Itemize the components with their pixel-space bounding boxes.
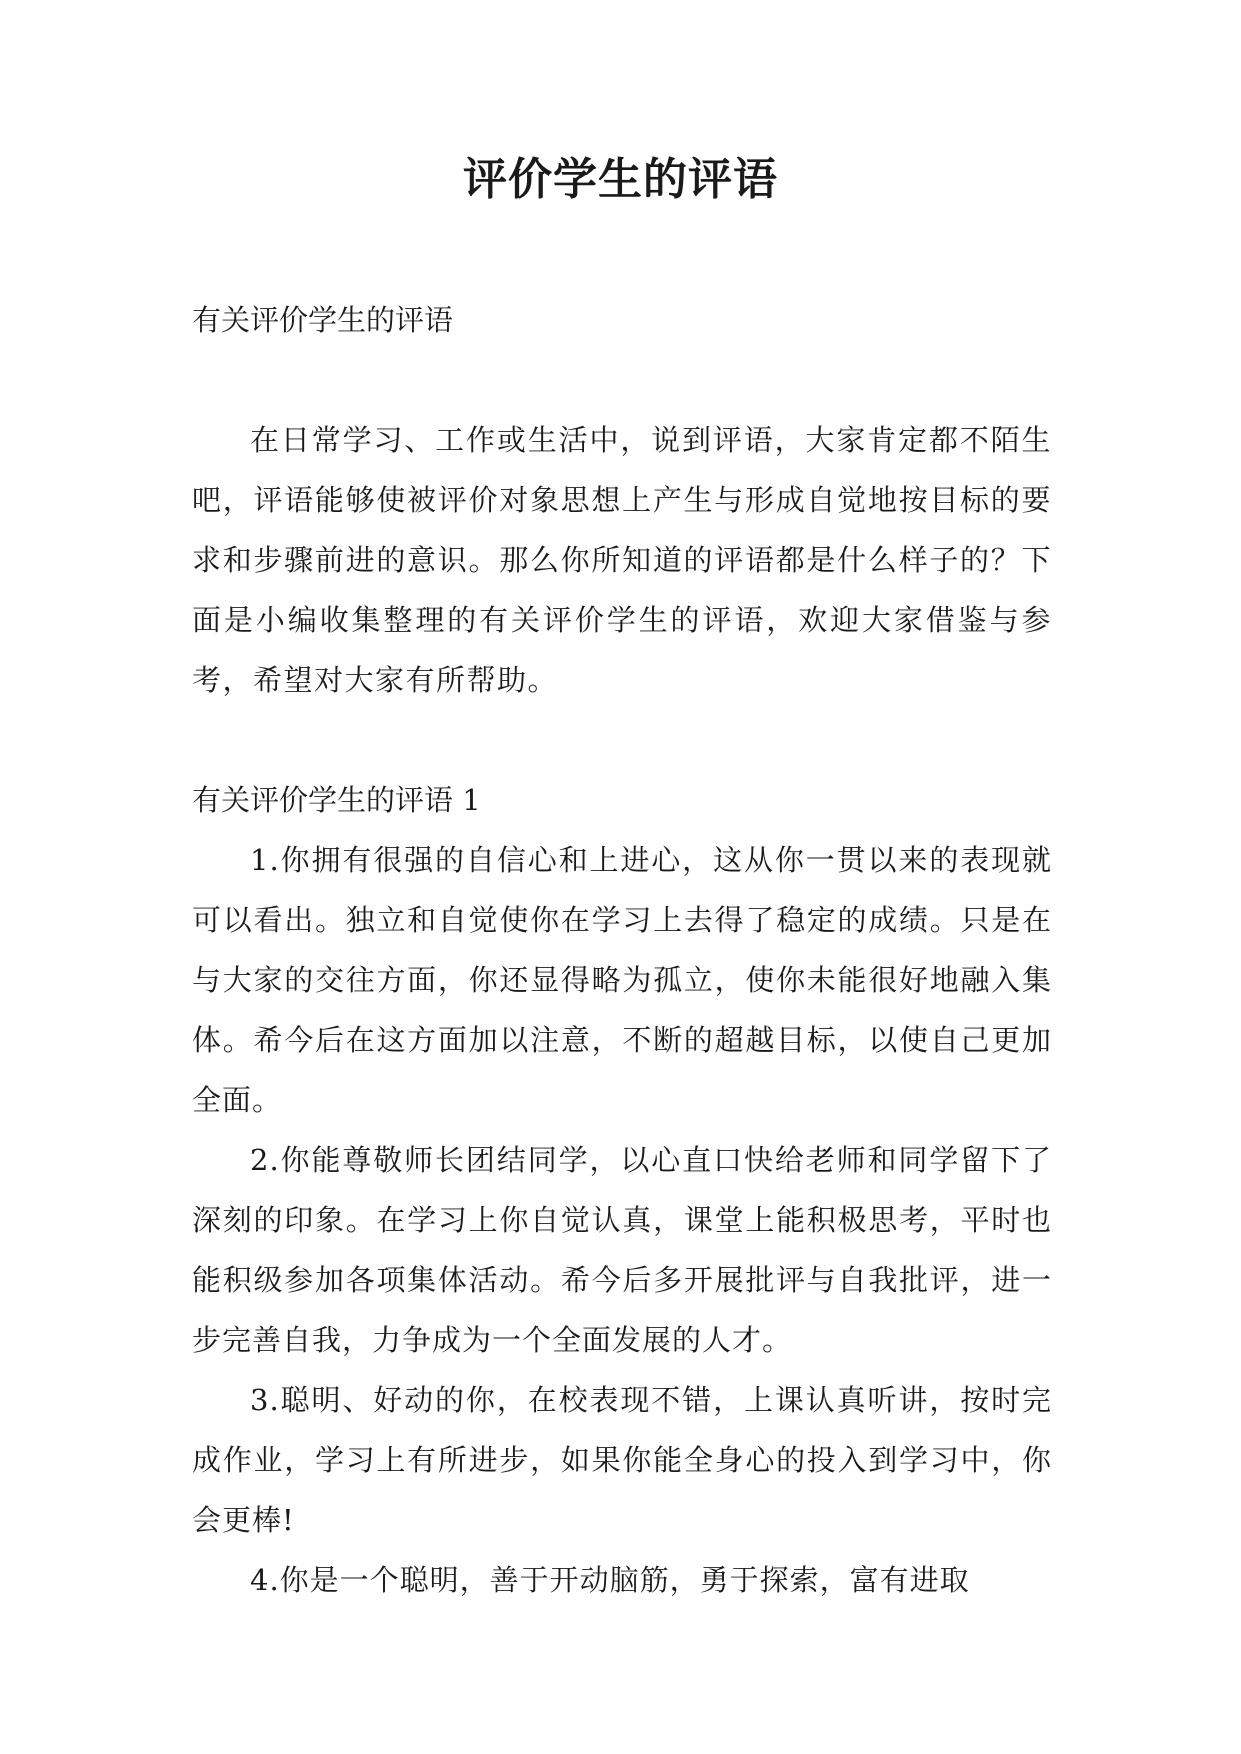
document-title: 评价学生的评语 <box>463 154 778 205</box>
intro-paragraph: 在日常学习、工作或生活中，说到评语，大家肯定都不陌生吧，评语能够使被评价对象思想上产生与形成自觉地按目标的要求和步骤前进的意识。那么你所知道的评语都是什么样子的？下面是小编收集整理的有关评价学生的评语，欢迎大家借鉴与参考，希望对大家有所帮助。 <box>192 423 1052 697</box>
document-subtitle: 有关评价学生的评语 <box>192 303 454 337</box>
document-body <box>192 290 1052 1610</box>
comment-item-3: 3.聪明、好动的你，在校表现不错，上课认真听讲，按时完成作业，学习上有所进步，如果你能全身心的投入到学习中，你会更棒! <box>192 1383 1052 1537</box>
section-heading: 有关评价学生的评语 1 <box>192 783 481 817</box>
comment-item-2: 2.你能尊敬师长团结同学，以心直口快给老师和同学留下了深刻的印象。在学习上你自觉认真，课堂上能积极思考，平时也能积级参加各项集体活动。希今后多开展批评与自我批评，进一步完善自我，力争成为一个全面发展的人才。 <box>192 1143 1052 1357</box>
comment-item-1: 1.你拥有很强的自信心和上进心，这从你一贯以来的表现就可以看出。独立和自觉使你在学习上去得了稳定的成绩。只是在与大家的交往方面，你还显得略为孤立，使你未能很好地融入集体。希今后在这方面加以注意，不断的超越目标，以使自己更加全面。 <box>192 843 1052 1117</box>
comment-item-4: 4.你是一个聪明，善于开动脑筋，勇于探索，富有进取 <box>250 1563 970 1597</box>
